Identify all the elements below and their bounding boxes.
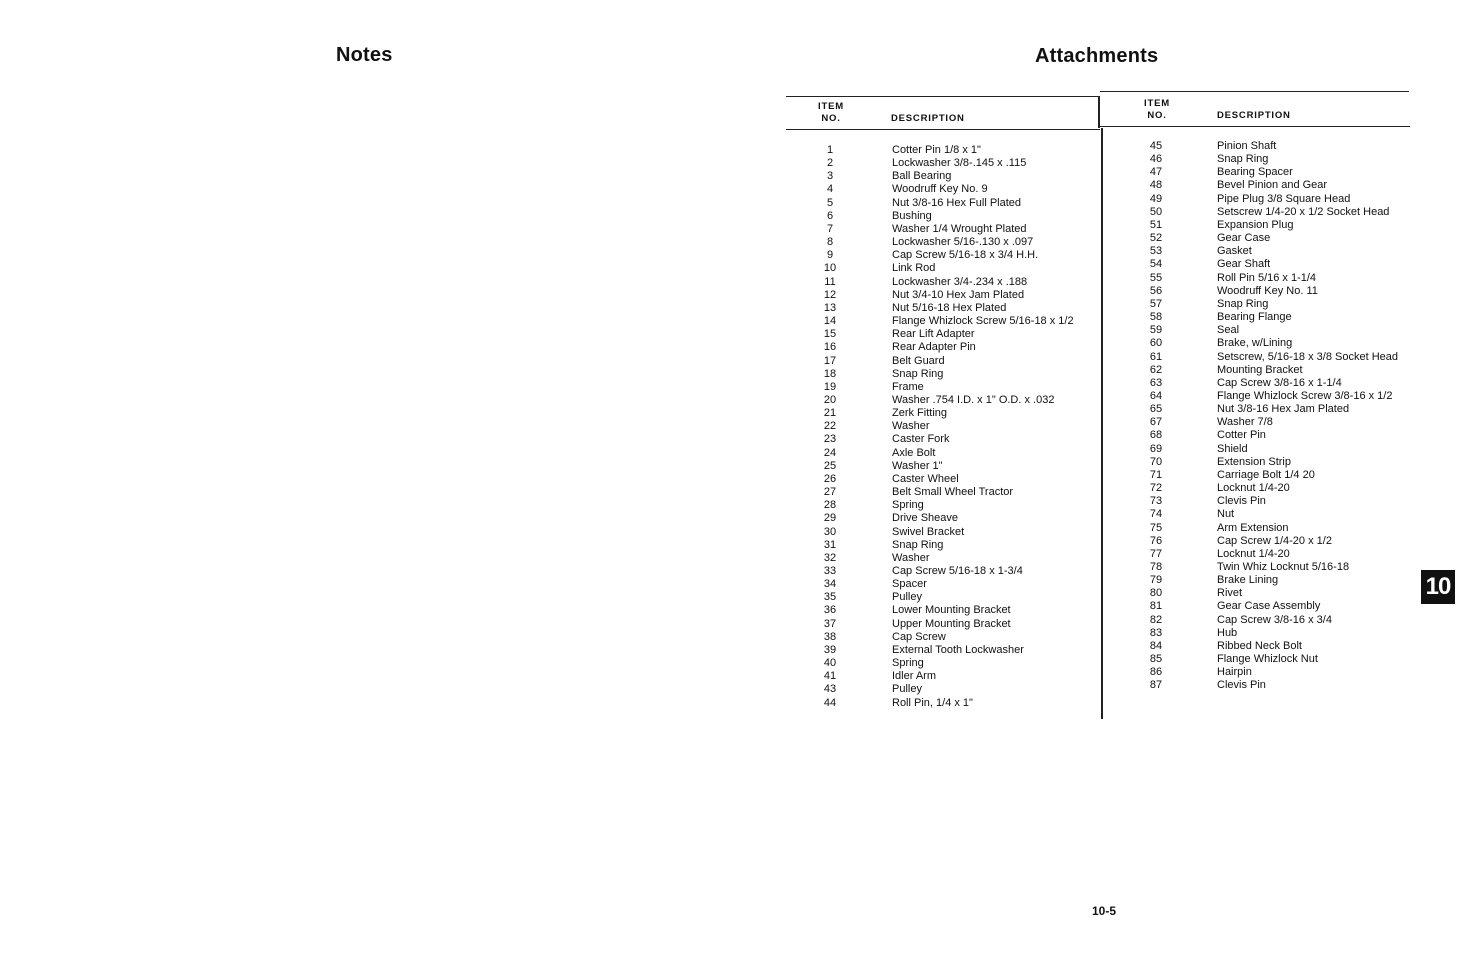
item-description: Twin Whiz Locknut 5/16-18: [1217, 561, 1350, 573]
right-description-header: DESCRIPTION: [1217, 110, 1291, 121]
item-number: 61: [1149, 350, 1163, 363]
section-tab: 10: [1421, 570, 1455, 604]
item-number: 55: [1149, 271, 1163, 284]
item-description: Locknut 1/4-20: [1217, 482, 1290, 495]
item-number: 1: [826, 144, 834, 156]
item-description: Arm Extension: [1217, 521, 1289, 534]
item-number: 50: [1149, 205, 1163, 218]
item-number: 2: [826, 157, 834, 170]
item-number: 82: [1149, 613, 1163, 626]
item-number: 17: [823, 354, 837, 367]
item-number: 68: [1149, 429, 1163, 442]
item-number: 16: [823, 341, 837, 354]
item-description: Mounting Bracket: [1217, 363, 1303, 376]
item-number: 30: [823, 525, 837, 538]
item-description: Pinion Shaft: [1217, 140, 1277, 152]
item-description: Spring: [892, 499, 924, 512]
item-description: Cap Screw 5/16-18 x 3/4 H.H.: [892, 249, 1039, 262]
item-number: 69: [1149, 442, 1163, 455]
column-divider-lower: [1101, 128, 1103, 719]
item-number: 74: [1149, 508, 1163, 521]
item-number: 8: [826, 236, 834, 249]
item-number: 36: [823, 604, 837, 617]
item-number: 67: [1149, 416, 1163, 429]
item-description: Upper Mounting Bracket: [892, 617, 1011, 630]
item-header-line1: ITEM: [818, 101, 844, 112]
item-number: 56: [1149, 284, 1163, 297]
item-description: Link Rod: [892, 262, 936, 275]
item-number: 37: [823, 617, 837, 630]
item-description: Flange Whizlock Screw 5/16-18 x 1/2: [892, 315, 1074, 328]
item-description: Gasket: [1217, 245, 1252, 258]
table-top-rule-left: [786, 96, 1100, 97]
item-description: Brake Lining: [1217, 574, 1279, 587]
item-number: 52: [1149, 232, 1163, 245]
item-description: Bearing Spacer: [1217, 166, 1293, 179]
item-description: Flange Whizlock Screw 3/8-16 x 1/2: [1217, 389, 1393, 402]
item-description: Nut 5/16-18 Hex Plated: [892, 301, 1007, 314]
item-description: External Tooth Lockwasher: [892, 643, 1024, 656]
item-number: 45: [1149, 140, 1163, 152]
item-description: Shield: [1217, 442, 1248, 455]
item-description: Ribbed Neck Bolt: [1217, 639, 1302, 652]
item-description: Cap Screw: [892, 630, 946, 643]
item-number: 25: [823, 459, 837, 472]
item-number: 43: [823, 683, 837, 696]
item-description: Expansion Plug: [1217, 218, 1294, 231]
item-number: 35: [823, 591, 837, 604]
item-number: 24: [823, 446, 837, 459]
item-description: Woodruff Key No. 9: [892, 183, 988, 196]
item-description: Snap Ring: [1217, 297, 1269, 310]
page-number: 10-5: [1092, 904, 1117, 918]
item-number: 44: [823, 696, 837, 709]
item-description: Axle Bolt: [892, 446, 936, 459]
item-number: 19: [823, 380, 837, 393]
item-description: Woodruff Key No. 11: [1217, 284, 1318, 297]
item-description: Spacer: [892, 578, 927, 591]
item-number: 78: [1149, 561, 1163, 573]
item-description: Belt Guard: [892, 354, 945, 367]
item-description: Hairpin: [1217, 666, 1252, 679]
item-description: Nut 3/4-10 Hex Jam Plated: [892, 288, 1025, 301]
item-description: Washer 7/8: [1217, 416, 1273, 429]
item-number: 64: [1149, 389, 1163, 402]
item-description: Setscrew, 5/16-18 x 3/8 Socket Head: [1217, 350, 1398, 363]
item-description: Lower Mounting Bracket: [892, 604, 1011, 617]
item-number: 57: [1149, 297, 1163, 310]
item-number: 22: [823, 420, 837, 433]
item-description: Rivet: [1217, 587, 1243, 600]
item-description: Cap Screw 5/16-18 x 1-3/4: [892, 565, 1023, 577]
item-number: 87: [1149, 679, 1163, 692]
item-description: Ball Bearing: [892, 170, 952, 183]
item-number: 9: [826, 249, 834, 262]
item-description: Lockwasher 3/4-.234 x .188: [892, 275, 1028, 288]
item-description: Setscrew 1/4-20 x 1/2 Socket Head: [1217, 205, 1390, 218]
left-item-no-header: [818, 101, 844, 125]
attachments-page-title: Attachments: [1035, 45, 1159, 67]
item-description: Pulley: [892, 683, 922, 696]
item-number: 73: [1149, 495, 1163, 508]
item-number: 79: [1149, 574, 1163, 587]
item-number: 83: [1149, 626, 1163, 639]
item-number: 54: [1149, 258, 1163, 271]
item-number: 49: [1149, 192, 1163, 205]
item-number: 39: [823, 643, 837, 656]
notes-page-title: Notes: [336, 44, 393, 66]
item-description: Flange Whizlock Nut: [1217, 653, 1318, 666]
item-description: Hub: [1217, 626, 1238, 639]
item-number: 71: [1149, 468, 1163, 481]
item-number: 27: [823, 486, 837, 499]
item-description: Seal: [1217, 324, 1240, 337]
item-number: 10: [823, 262, 837, 275]
item-description: Washer 1": [892, 459, 943, 472]
item-description: Gear Case Assembly: [1217, 600, 1321, 613]
item-number: 72: [1149, 482, 1163, 495]
item-number: 29: [823, 512, 837, 525]
item-number: 3: [826, 170, 834, 183]
item-description: Cap Screw 1/4-20 x 1/2: [1217, 534, 1332, 547]
item-description: Washer .754 I.D. x 1" O.D. x .032: [892, 393, 1055, 406]
right-item-no-header: [1144, 98, 1170, 122]
item-description: Spring: [892, 657, 924, 670]
item-description: Lockwasher 5/16-.130 x .097: [892, 236, 1034, 249]
item-description: Idler Arm: [892, 670, 937, 683]
item-description: Bearing Flange: [1217, 311, 1292, 324]
item-number: 32: [823, 551, 837, 564]
item-number: 40: [823, 657, 837, 670]
item-description: Lockwasher 3/8-.145 x .115: [892, 157, 1027, 170]
item-description: Caster Wheel: [892, 472, 959, 485]
item-description: Gear Shaft: [1217, 258, 1271, 271]
item-number: 53: [1149, 245, 1163, 258]
item-number: 34: [823, 578, 837, 591]
column-divider: [1098, 96, 1100, 128]
item-description: Belt Small Wheel Tractor: [892, 486, 1014, 499]
item-number: 75: [1149, 521, 1163, 534]
item-header-line2: NO.: [1147, 110, 1167, 121]
item-number: 63: [1149, 376, 1163, 389]
item-description: Washer: [892, 420, 930, 433]
item-number: 20: [823, 393, 837, 406]
item-number: 12: [823, 288, 837, 301]
item-description: Roll Pin, 1/4 x 1": [892, 696, 973, 709]
item-number: 65: [1149, 403, 1163, 416]
item-number: 4: [826, 183, 834, 196]
item-description: Washer: [892, 551, 930, 564]
item-description: Nut 3/8-16 Hex Jam Plated: [1217, 403, 1350, 416]
item-number: 47: [1149, 166, 1163, 179]
item-description: Swivel Bracket: [892, 525, 965, 538]
item-description: Cotter Pin: [1217, 429, 1266, 442]
item-number: 7: [826, 222, 834, 235]
item-number: 51: [1149, 218, 1163, 231]
item-number: 14: [823, 315, 837, 328]
item-header-line1: ITEM: [1144, 98, 1170, 109]
item-number: 76: [1149, 534, 1163, 547]
left-description-header: DESCRIPTION: [891, 113, 965, 124]
item-description: Zerk Fitting: [892, 407, 948, 420]
item-number: 80: [1149, 587, 1163, 600]
item-description: Snap Ring: [1217, 153, 1269, 166]
item-description: Nut: [1217, 508, 1235, 521]
item-description: Gear Case: [1217, 232, 1271, 245]
item-description: Cotter Pin 1/8 x 1": [892, 144, 981, 156]
item-number: 81: [1149, 600, 1163, 613]
item-description: Clevis Pin: [1217, 495, 1266, 508]
item-description: Clevis Pin: [1217, 679, 1266, 692]
header-bottom-rule-right: [1100, 126, 1410, 127]
item-number: 60: [1149, 337, 1163, 350]
item-description: Cap Screw 3/8-16 x 3/4: [1217, 613, 1332, 626]
item-number: 33: [823, 565, 837, 577]
item-number: 77: [1149, 547, 1163, 560]
item-number: 28: [823, 499, 837, 512]
item-description: Pipe Plug 3/8 Square Head: [1217, 192, 1351, 205]
item-number: 84: [1149, 639, 1163, 652]
item-description: Nut 3/8-16 Hex Full Plated: [892, 196, 1022, 209]
header-bottom-rule-left: [786, 129, 1100, 130]
item-description: Drive Sheave: [892, 512, 959, 525]
item-description: Cap Screw 3/8-16 x 1-1/4: [1217, 376, 1342, 389]
item-number: 13: [823, 301, 837, 314]
item-number: 18: [823, 367, 837, 380]
item-number: 62: [1149, 363, 1163, 376]
item-description: Snap Ring: [892, 538, 944, 551]
item-number: 15: [823, 328, 837, 341]
item-number: 41: [823, 670, 837, 683]
item-description: Caster Fork: [892, 433, 950, 446]
item-description: Snap Ring: [892, 367, 944, 380]
item-description: Bevel Pinion and Gear: [1217, 179, 1328, 192]
item-number: 23: [823, 433, 837, 446]
item-number: 5: [826, 196, 834, 209]
item-number: 6: [826, 209, 834, 222]
item-number: 46: [1149, 153, 1163, 166]
item-description: Rear Lift Adapter: [892, 328, 975, 341]
item-description: Bushing: [892, 209, 932, 222]
item-number: 38: [823, 630, 837, 643]
item-number: 70: [1149, 455, 1163, 468]
item-number: 21: [823, 407, 837, 420]
item-description: Pulley: [892, 591, 922, 604]
item-number: 86: [1149, 666, 1163, 679]
item-number: 85: [1149, 653, 1163, 666]
item-description: Washer 1/4 Wrought Plated: [892, 222, 1027, 235]
item-description: Rear Adapter Pin: [892, 341, 976, 354]
item-description: Brake, w/Lining: [1217, 337, 1293, 350]
table-top-rule-right: [1100, 91, 1409, 92]
item-number: 58: [1149, 311, 1163, 324]
item-number: 59: [1149, 324, 1163, 337]
item-header-line2: NO.: [821, 113, 841, 124]
item-description: Locknut 1/4-20: [1217, 547, 1290, 560]
item-number: 31: [823, 538, 837, 551]
item-number: 26: [823, 472, 837, 485]
item-description: Extension Strip: [1217, 455, 1291, 468]
item-number: 48: [1149, 179, 1163, 192]
item-description: Frame: [892, 380, 924, 393]
item-description: Roll Pin 5/16 x 1-1/4: [1217, 271, 1317, 284]
item-description: Carriage Bolt 1/4 20: [1217, 468, 1315, 481]
item-number: 11: [824, 275, 836, 288]
